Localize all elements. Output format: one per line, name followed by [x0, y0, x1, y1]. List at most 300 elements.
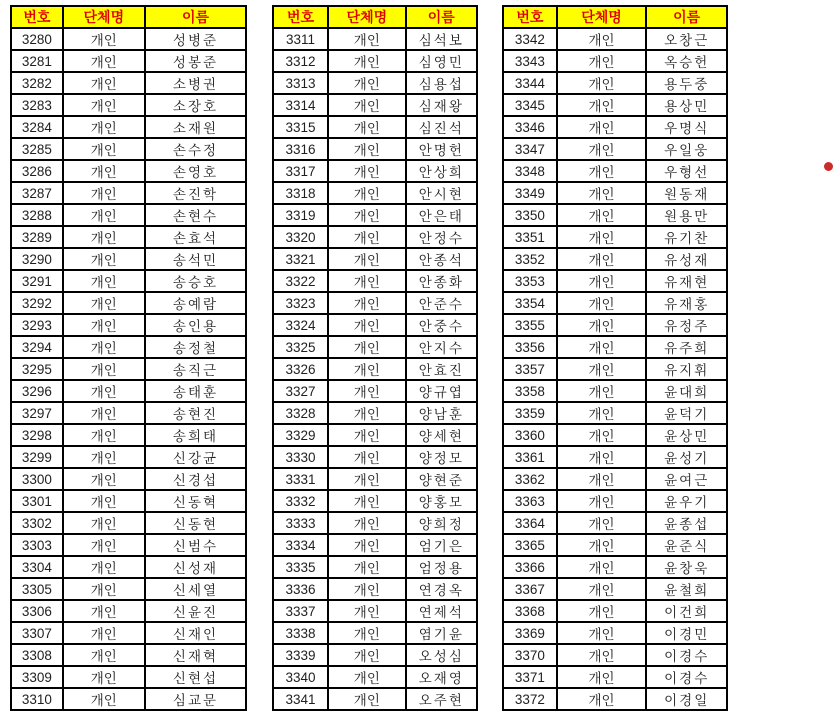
org-name-cell: 개인 [557, 160, 647, 182]
org-name-cell: 개인 [63, 336, 145, 358]
person-name-cell: 오주현 [406, 688, 477, 710]
org-name-cell: 개인 [63, 402, 145, 424]
org-name-cell: 개인 [557, 578, 647, 600]
row-number-cell: 3291 [11, 270, 63, 292]
roster-table-2 [272, 5, 478, 711]
org-name-cell: 개인 [328, 666, 406, 688]
person-name-cell: 연경옥 [406, 578, 477, 600]
table-row [273, 50, 477, 72]
row-number-cell: 3306 [11, 600, 63, 622]
person-name-cell: 심재왕 [406, 94, 477, 116]
org-name-cell: 개인 [328, 402, 406, 424]
row-number-cell: 3330 [273, 446, 328, 468]
person-name-cell: 신경섭 [145, 468, 246, 490]
person-name-cell: 안시현 [406, 182, 477, 204]
table-row [503, 226, 727, 248]
person-name-cell: 용상민 [646, 94, 727, 116]
row-number-cell: 3349 [503, 182, 557, 204]
person-name-cell: 원용만 [646, 204, 727, 226]
table-row [273, 270, 477, 292]
org-name-cell: 개인 [63, 50, 145, 72]
table-row [11, 116, 246, 138]
person-name-cell: 우일웅 [646, 138, 727, 160]
table-row [503, 314, 727, 336]
person-name-cell: 송현진 [145, 402, 246, 424]
org-name-cell: 개인 [557, 468, 647, 490]
person-name-cell: 송석민 [145, 248, 246, 270]
table-row [11, 314, 246, 336]
table-row [11, 622, 246, 644]
org-name-cell: 개인 [63, 138, 145, 160]
person-name-cell: 송태훈 [145, 380, 246, 402]
org-name-cell: 개인 [63, 270, 145, 292]
table-row [273, 644, 477, 666]
org-name-cell: 개인 [63, 226, 145, 248]
person-name-cell: 우명식 [646, 116, 727, 138]
table-row [503, 688, 727, 710]
person-name-cell: 안중수 [406, 314, 477, 336]
org-name-cell: 개인 [557, 512, 647, 534]
org-name-cell: 개인 [63, 314, 145, 336]
org-name-cell: 개인 [328, 116, 406, 138]
org-name-cell: 개인 [557, 666, 647, 688]
row-number-cell: 3372 [503, 688, 557, 710]
person-name-cell: 송정철 [145, 336, 246, 358]
header-row [503, 6, 727, 28]
org-name-cell: 개인 [557, 292, 647, 314]
table-row [11, 380, 246, 402]
table-row [503, 248, 727, 270]
table-row [11, 270, 246, 292]
person-name-cell: 이경수 [646, 666, 727, 688]
org-name-cell: 개인 [63, 380, 145, 402]
table-row [273, 468, 477, 490]
row-number-cell: 3328 [273, 402, 328, 424]
table-row [273, 446, 477, 468]
org-name-cell: 개인 [557, 314, 647, 336]
row-number-cell: 3286 [11, 160, 63, 182]
table-row [11, 666, 246, 688]
row-number-cell: 3307 [11, 622, 63, 644]
row-number-cell: 3299 [11, 446, 63, 468]
row-number-cell: 3363 [503, 490, 557, 512]
table-row [273, 160, 477, 182]
row-number-cell: 3360 [503, 424, 557, 446]
person-name-cell: 신윤진 [145, 600, 246, 622]
table-row [11, 204, 246, 226]
org-name-cell: 개인 [557, 490, 647, 512]
table-row [11, 358, 246, 380]
person-name-cell: 엄기은 [406, 534, 477, 556]
row-number-cell: 3368 [503, 600, 557, 622]
row-number-cell: 3344 [503, 72, 557, 94]
person-name-cell: 연제석 [406, 600, 477, 622]
org-name-cell: 개인 [557, 248, 647, 270]
table-row [503, 116, 727, 138]
person-name-cell: 유성재 [646, 248, 727, 270]
org-name-cell: 개인 [328, 72, 406, 94]
row-number-cell: 3352 [503, 248, 557, 270]
org-name-cell: 개인 [328, 204, 406, 226]
table-row [503, 204, 727, 226]
row-number-cell: 3370 [503, 644, 557, 666]
row-number-cell: 3364 [503, 512, 557, 534]
table-row [11, 94, 246, 116]
table-row [503, 512, 727, 534]
person-name-cell: 손영호 [145, 160, 246, 182]
person-name-cell: 엄정용 [406, 556, 477, 578]
org-name-cell: 개인 [63, 688, 145, 710]
row-number-cell: 3356 [503, 336, 557, 358]
row-number-cell: 3354 [503, 292, 557, 314]
person-name-cell: 신재인 [145, 622, 246, 644]
row-number-cell: 3348 [503, 160, 557, 182]
org-name-cell: 개인 [63, 446, 145, 468]
row-number-cell: 3359 [503, 402, 557, 424]
person-name-cell: 심영민 [406, 50, 477, 72]
person-name-cell: 오성심 [406, 644, 477, 666]
table-row [273, 182, 477, 204]
row-number-cell: 3309 [11, 666, 63, 688]
table-row [503, 50, 727, 72]
org-name-cell: 개인 [557, 622, 647, 644]
table-row [273, 578, 477, 600]
person-name-cell: 소병권 [145, 72, 246, 94]
row-number-cell: 3366 [503, 556, 557, 578]
person-name-cell: 손현수 [145, 204, 246, 226]
org-name-cell: 개인 [557, 380, 647, 402]
person-name-cell: 신성재 [145, 556, 246, 578]
table-row [11, 490, 246, 512]
org-name-cell: 개인 [63, 600, 145, 622]
org-name-cell: 개인 [63, 622, 145, 644]
org-name-cell: 개인 [557, 446, 647, 468]
table-row [273, 72, 477, 94]
table-row [11, 468, 246, 490]
table-row [503, 578, 727, 600]
row-number-cell: 3301 [11, 490, 63, 512]
org-name-cell: 개인 [328, 512, 406, 534]
org-name-cell: 개인 [63, 644, 145, 666]
table-row [11, 578, 246, 600]
table-row [273, 600, 477, 622]
person-name-cell: 신범수 [145, 534, 246, 556]
person-name-cell: 송예람 [145, 292, 246, 314]
table-row [503, 28, 727, 50]
person-name-cell: 안정수 [406, 226, 477, 248]
table-row [11, 446, 246, 468]
table-row [273, 490, 477, 512]
table-row [273, 314, 477, 336]
table-row [11, 50, 246, 72]
org-name-cell: 개인 [328, 226, 406, 248]
org-name-cell: 개인 [328, 292, 406, 314]
table-row [273, 94, 477, 116]
person-name-cell: 송희태 [145, 424, 246, 446]
table-row [11, 248, 246, 270]
person-name-cell: 양홍모 [406, 490, 477, 512]
table-row [503, 138, 727, 160]
table-row [273, 358, 477, 380]
org-name-cell: 개인 [328, 50, 406, 72]
org-name-cell: 개인 [557, 402, 647, 424]
table-row [503, 468, 727, 490]
table-row [503, 160, 727, 182]
row-number-cell: 3319 [273, 204, 328, 226]
table-row [11, 424, 246, 446]
row-number-cell: 3371 [503, 666, 557, 688]
table-row [503, 72, 727, 94]
roster-table-1 [10, 5, 247, 711]
table-row [503, 534, 727, 556]
row-number-cell: 3358 [503, 380, 557, 402]
person-name-cell: 윤대희 [646, 380, 727, 402]
row-number-cell: 3317 [273, 160, 328, 182]
org-name-cell: 개인 [63, 182, 145, 204]
table-row [503, 358, 727, 380]
table-row [503, 556, 727, 578]
row-number-cell: 3346 [503, 116, 557, 138]
person-name-cell: 윤여근 [646, 468, 727, 490]
row-number-cell: 3338 [273, 622, 328, 644]
row-number-cell: 3312 [273, 50, 328, 72]
row-number-cell: 3361 [503, 446, 557, 468]
org-name-cell: 개인 [328, 622, 406, 644]
org-name-cell: 개인 [557, 270, 647, 292]
table-row [503, 446, 727, 468]
person-name-cell: 심석보 [406, 28, 477, 50]
row-number-cell: 3310 [11, 688, 63, 710]
org-name-cell: 개인 [328, 556, 406, 578]
person-name-cell: 윤상민 [646, 424, 727, 446]
table-row [273, 138, 477, 160]
table-row [503, 644, 727, 666]
org-name-cell: 개인 [328, 138, 406, 160]
row-number-cell: 3322 [273, 270, 328, 292]
person-name-cell: 안명헌 [406, 138, 477, 160]
person-name-cell: 윤철희 [646, 578, 727, 600]
person-name-cell: 신세열 [145, 578, 246, 600]
row-number-cell: 3333 [273, 512, 328, 534]
person-name-cell: 신동현 [145, 512, 246, 534]
person-name-cell: 이경일 [646, 688, 727, 710]
row-number-cell: 3369 [503, 622, 557, 644]
person-name-cell: 유기찬 [646, 226, 727, 248]
org-name-cell: 개인 [328, 446, 406, 468]
org-name-cell: 개인 [557, 116, 647, 138]
row-number-cell: 3314 [273, 94, 328, 116]
person-name-cell: 이경수 [646, 644, 727, 666]
org-name-cell: 개인 [328, 314, 406, 336]
person-name-cell: 양현준 [406, 468, 477, 490]
org-name-cell: 개인 [557, 600, 647, 622]
org-name-cell: 개인 [557, 94, 647, 116]
org-name-cell: 개인 [63, 72, 145, 94]
row-number-cell: 3339 [273, 644, 328, 666]
org-name-cell: 개인 [557, 358, 647, 380]
org-name-cell: 개인 [328, 380, 406, 402]
person-name-cell: 윤종섭 [646, 512, 727, 534]
row-number-cell: 3289 [11, 226, 63, 248]
person-name-cell: 안지수 [406, 336, 477, 358]
person-name-cell: 송직근 [145, 358, 246, 380]
org-name-cell: 개인 [63, 666, 145, 688]
table-row [503, 380, 727, 402]
table-row [11, 72, 246, 94]
row-number-cell: 3316 [273, 138, 328, 160]
org-name-cell: 개인 [63, 116, 145, 138]
person-name-cell: 심교문 [145, 688, 246, 710]
person-name-cell: 용두중 [646, 72, 727, 94]
org-name-cell: 개인 [328, 578, 406, 600]
row-number-cell: 3362 [503, 468, 557, 490]
table-row [273, 226, 477, 248]
org-name-cell: 개인 [63, 534, 145, 556]
person-name-cell: 유지휘 [646, 358, 727, 380]
person-name-cell: 원동재 [646, 182, 727, 204]
row-number-cell: 3334 [273, 534, 328, 556]
person-name-cell: 신동혁 [145, 490, 246, 512]
row-number-cell: 3292 [11, 292, 63, 314]
person-name-cell: 유재홍 [646, 292, 727, 314]
org-name-cell: 개인 [63, 578, 145, 600]
row-number-cell: 3340 [273, 666, 328, 688]
table-row [503, 600, 727, 622]
row-number-cell: 3341 [273, 688, 328, 710]
table-row [503, 424, 727, 446]
row-number-cell: 3280 [11, 28, 63, 50]
row-number-cell: 3318 [273, 182, 328, 204]
table-row [11, 28, 246, 50]
row-number-cell: 3311 [273, 28, 328, 50]
org-name-cell: 개인 [328, 358, 406, 380]
org-name-cell: 개인 [557, 644, 647, 666]
person-name-cell: 소장호 [145, 94, 246, 116]
person-name-cell: 유재현 [646, 270, 727, 292]
org-name-cell: 개인 [557, 424, 647, 446]
table-row [11, 226, 246, 248]
column-header-number: 번호 [273, 6, 328, 28]
row-number-cell: 3325 [273, 336, 328, 358]
table-row [503, 292, 727, 314]
org-name-cell: 개인 [328, 534, 406, 556]
person-name-cell: 안은태 [406, 204, 477, 226]
column-header-organization: 단체명 [557, 6, 647, 28]
person-name-cell: 양희정 [406, 512, 477, 534]
row-number-cell: 3283 [11, 94, 63, 116]
row-number-cell: 3281 [11, 50, 63, 72]
person-name-cell: 심용섭 [406, 72, 477, 94]
person-name-cell: 안효진 [406, 358, 477, 380]
table-row [503, 336, 727, 358]
row-number-cell: 3357 [503, 358, 557, 380]
table-row [273, 248, 477, 270]
org-name-cell: 개인 [63, 358, 145, 380]
person-name-cell: 손진학 [145, 182, 246, 204]
person-name-cell: 안종석 [406, 248, 477, 270]
column-header-name: 이름 [646, 6, 727, 28]
org-name-cell: 개인 [63, 468, 145, 490]
org-name-cell: 개인 [557, 204, 647, 226]
person-name-cell: 이경민 [646, 622, 727, 644]
table-row [11, 556, 246, 578]
person-name-cell: 신현섭 [145, 666, 246, 688]
table-row [273, 622, 477, 644]
table-row [11, 512, 246, 534]
row-number-cell: 3324 [273, 314, 328, 336]
org-name-cell: 개인 [328, 490, 406, 512]
table-row [273, 688, 477, 710]
org-name-cell: 개인 [63, 160, 145, 182]
org-name-cell: 개인 [557, 182, 647, 204]
row-number-cell: 3345 [503, 94, 557, 116]
org-name-cell: 개인 [557, 534, 647, 556]
table-row [273, 556, 477, 578]
person-name-cell: 심진석 [406, 116, 477, 138]
row-number-cell: 3365 [503, 534, 557, 556]
table-row [11, 182, 246, 204]
person-name-cell: 안종화 [406, 270, 477, 292]
person-name-cell: 성병준 [145, 28, 246, 50]
org-name-cell: 개인 [557, 28, 647, 50]
row-number-cell: 3308 [11, 644, 63, 666]
person-name-cell: 신강균 [145, 446, 246, 468]
row-number-cell: 3302 [11, 512, 63, 534]
person-name-cell: 양남훈 [406, 402, 477, 424]
roster-table-3 [502, 5, 728, 711]
header-row [11, 6, 246, 28]
org-name-cell: 개인 [63, 248, 145, 270]
org-name-cell: 개인 [328, 28, 406, 50]
org-name-cell: 개인 [63, 424, 145, 446]
person-name-cell: 소재원 [145, 116, 246, 138]
person-name-cell: 유정주 [646, 314, 727, 336]
person-name-cell: 오창근 [646, 28, 727, 50]
table-row [273, 512, 477, 534]
table-row [11, 688, 246, 710]
row-number-cell: 3300 [11, 468, 63, 490]
person-name-cell: 송승호 [145, 270, 246, 292]
row-number-cell: 3326 [273, 358, 328, 380]
person-name-cell: 이건희 [646, 600, 727, 622]
person-name-cell: 윤준식 [646, 534, 727, 556]
red-dot-annotation [824, 162, 833, 171]
row-number-cell: 3297 [11, 402, 63, 424]
row-number-cell: 3293 [11, 314, 63, 336]
person-name-cell: 양규엽 [406, 380, 477, 402]
person-name-cell: 윤우기 [646, 490, 727, 512]
table-row [503, 94, 727, 116]
person-name-cell: 손효석 [145, 226, 246, 248]
table-row [11, 534, 246, 556]
row-number-cell: 3321 [273, 248, 328, 270]
row-number-cell: 3343 [503, 50, 557, 72]
column-header-organization: 단체명 [63, 6, 145, 28]
row-number-cell: 3332 [273, 490, 328, 512]
org-name-cell: 개인 [328, 468, 406, 490]
person-name-cell: 송인용 [145, 314, 246, 336]
row-number-cell: 3315 [273, 116, 328, 138]
row-number-cell: 3294 [11, 336, 63, 358]
table-row [273, 116, 477, 138]
row-number-cell: 3342 [503, 28, 557, 50]
table-row [503, 666, 727, 688]
row-number-cell: 3287 [11, 182, 63, 204]
person-name-cell: 염기윤 [406, 622, 477, 644]
table-row [11, 160, 246, 182]
person-name-cell: 성봉준 [145, 50, 246, 72]
org-name-cell: 개인 [328, 160, 406, 182]
